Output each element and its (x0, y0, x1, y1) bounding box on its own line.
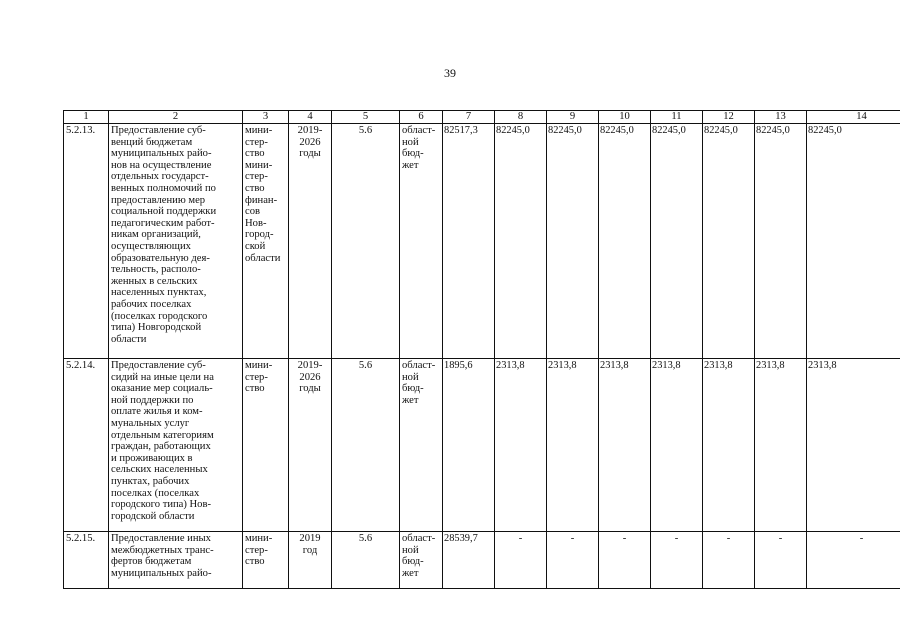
item-code: 5.2.14. (64, 359, 109, 532)
item-value-2023: 2313,8 (651, 359, 703, 532)
item-value-2019: 1895,6 (443, 359, 495, 532)
item-value-2022: 2313,8 (599, 359, 651, 532)
item-value-2020: - (495, 532, 547, 589)
column-number: 11 (651, 111, 703, 124)
item-description: Предоставление суб- сидий на иные цели на оказание мер социаль- ной поддержки по оплате жилья и ком- мунальных услуг отдельным категориям граждан, работающих и проживающих в сельских населенных пунктах, рабочих поселках (поселках городского типа) Нов- городской области (109, 359, 243, 532)
column-number: 12 (703, 111, 755, 124)
item-value-2026: 82245,0 (807, 124, 900, 359)
page-number: 39 (444, 66, 456, 80)
column-number-row (64, 111, 900, 124)
item-executor: мини- стер- ство (243, 532, 289, 589)
item-value-2021: 82245,0 (547, 124, 599, 359)
column-number: 4 (289, 111, 332, 124)
column-number: 8 (495, 111, 547, 124)
item-value-2024: 2313,8 (703, 359, 755, 532)
item-executor: мини- стер- ство мини- стер- ство финан- сов Нов- город- ской области (243, 124, 289, 359)
item-period: 2019- 2026 годы (289, 124, 332, 359)
item-code: 5.2.13. (64, 124, 109, 359)
column-number: 2 (109, 111, 243, 124)
item-executor: мини- стер- ство (243, 359, 289, 532)
item-target: 5.6 (332, 532, 400, 589)
column-number: 9 (547, 111, 599, 124)
table-row (64, 359, 900, 532)
item-target: 5.6 (332, 124, 400, 359)
item-period: 2019- 2026 годы (289, 359, 332, 532)
column-number: 10 (599, 111, 651, 124)
item-value-2024: 82245,0 (703, 124, 755, 359)
item-value-2023: 82245,0 (651, 124, 703, 359)
column-number: 6 (400, 111, 443, 124)
item-value-2019: 82517,3 (443, 124, 495, 359)
program-table (63, 110, 900, 589)
table-row (64, 532, 900, 589)
column-number: 3 (243, 111, 289, 124)
column-number: 5 (332, 111, 400, 124)
item-description: Предоставление суб- венций бюджетам муниципальных райо- нов на осуществление отдельных государст- венных полномочий по предоставлению мер социальной поддержки педагогическим работ- никам организаций, осуществляющих образовательную дея- тельность, располо- женных в сельских населенных пунктах, рабочих поселках (поселках городского типа) Новгородской области (109, 124, 243, 359)
column-number: 13 (755, 111, 807, 124)
column-number: 7 (443, 111, 495, 124)
column-number: 1 (64, 111, 109, 124)
item-value-2025: 2313,8 (755, 359, 807, 532)
item-value-2019: 28539,7 (443, 532, 495, 589)
item-code: 5.2.15. (64, 532, 109, 589)
item-funding-source: област- ной бюд- жет (400, 532, 443, 589)
item-value-2022: - (599, 532, 651, 589)
item-value-2021: 2313,8 (547, 359, 599, 532)
item-value-2026: 2313,8 (807, 359, 900, 532)
item-period: 2019 год (289, 532, 332, 589)
item-value-2025: 82245,0 (755, 124, 807, 359)
item-value-2020: 82245,0 (495, 124, 547, 359)
item-value-2023: - (651, 532, 703, 589)
item-description: Предоставление иных межбюджетных транс- фертов бюджетам муниципальных райо- (109, 532, 243, 589)
table-row (64, 124, 900, 359)
item-value-2021: - (547, 532, 599, 589)
item-funding-source: област- ной бюд- жет (400, 124, 443, 359)
item-value-2026: - (807, 532, 900, 589)
item-value-2022: 82245,0 (599, 124, 651, 359)
item-funding-source: област- ной бюд- жет (400, 359, 443, 532)
item-value-2024: - (703, 532, 755, 589)
item-value-2020: 2313,8 (495, 359, 547, 532)
page-bottom-margin (0, 604, 900, 640)
item-value-2025: - (755, 532, 807, 589)
item-target: 5.6 (332, 359, 400, 532)
column-number: 14 (807, 111, 900, 124)
